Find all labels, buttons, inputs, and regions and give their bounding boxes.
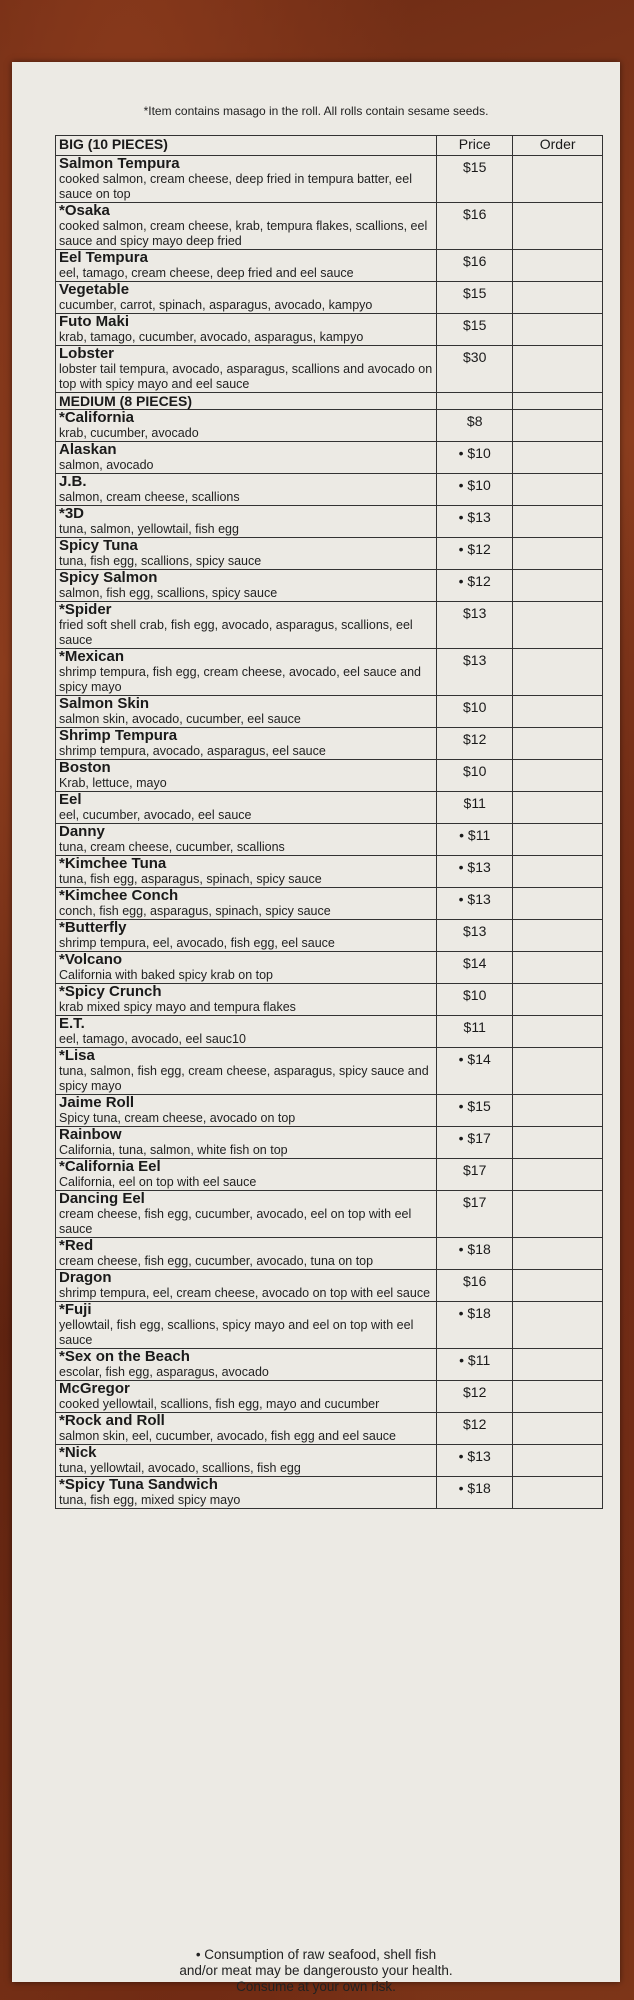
item-cell — [56, 442, 437, 474]
order-cell[interactable] — [513, 1016, 603, 1048]
item-name: E.T. — [59, 1015, 85, 1032]
item-price: • $10 — [437, 474, 513, 506]
item-cell — [56, 1381, 437, 1413]
menu-row — [56, 1381, 603, 1413]
item-name: Futo Maki — [59, 313, 129, 330]
item-description: Spicy tuna, cream cheese, avocado on top — [59, 1111, 296, 1125]
order-cell[interactable] — [513, 856, 603, 888]
item-price: • $18 — [437, 1238, 513, 1270]
menu-row — [56, 1016, 603, 1048]
item-name: J.B. — [59, 473, 87, 490]
menu-row — [56, 1159, 603, 1191]
item-description: salmon, fish egg, scallions, spicy sauce — [59, 586, 278, 600]
item-cell — [56, 1048, 437, 1095]
item-cell — [56, 570, 437, 602]
item-description: California, eel on top with eel sauce — [59, 1175, 257, 1189]
item-name: *Volcano — [59, 951, 123, 968]
menu-row — [56, 203, 603, 250]
section-title-big: BIG (10 PIECES) — [56, 136, 437, 156]
item-cell — [56, 314, 437, 346]
menu-row — [56, 984, 603, 1016]
item-price: • $12 — [437, 538, 513, 570]
menu-table — [55, 135, 603, 1509]
order-cell[interactable] — [513, 649, 603, 696]
item-price: • $15 — [437, 1095, 513, 1127]
item-name: *3D — [59, 505, 85, 522]
item-description: tuna, fish egg, asparagus, spinach, spicy sauce — [59, 872, 322, 886]
item-cell — [56, 602, 437, 649]
item-description: shrimp tempura, avocado, asparagus, eel sauce — [59, 744, 326, 758]
item-cell — [56, 1477, 437, 1509]
item-price: $17 — [437, 1159, 513, 1191]
order-cell[interactable] — [513, 1095, 603, 1127]
order-cell[interactable] — [513, 570, 603, 602]
menu-row — [56, 888, 603, 920]
section-title-medium: MEDIUM (8 PIECES) — [56, 393, 437, 410]
menu-row — [56, 920, 603, 952]
order-cell[interactable] — [513, 250, 603, 282]
item-cell — [56, 1445, 437, 1477]
item-cell — [56, 474, 437, 506]
item-name: *Red — [59, 1237, 94, 1254]
item-cell — [56, 282, 437, 314]
menu-row — [56, 570, 603, 602]
item-cell — [56, 1095, 437, 1127]
item-description: eel, cucumber, avocado, eel sauce — [59, 808, 252, 822]
menu-row — [56, 250, 603, 282]
order-cell[interactable] — [513, 1238, 603, 1270]
item-price: • $12 — [437, 570, 513, 602]
item-cell — [56, 696, 437, 728]
warning-line: and/or meat may be dangerousto your health. — [179, 1963, 453, 1978]
item-description: cream cheese, fish egg, cucumber, avocado, tuna on top — [59, 1254, 374, 1268]
price-header: Price — [437, 136, 513, 156]
menu-row — [56, 1238, 603, 1270]
item-description: tuna, fish egg, scallions, spicy sauce — [59, 554, 262, 568]
item-cell — [56, 346, 437, 393]
menu-row — [56, 314, 603, 346]
item-cell — [56, 1302, 437, 1349]
order-cell[interactable] — [513, 1302, 603, 1349]
item-price: $10 — [437, 760, 513, 792]
item-price: • $11 — [437, 824, 513, 856]
item-description: krab mixed spicy mayo and tempura flakes — [59, 1000, 296, 1014]
item-name: Danny — [59, 823, 105, 840]
warning-line: Consume at your own risk. — [236, 1979, 396, 1994]
item-price: • $18 — [437, 1302, 513, 1349]
item-description: conch, fish egg, asparagus, spinach, spicy sauce — [59, 904, 331, 918]
item-name: *Kimchee Conch — [59, 887, 179, 904]
order-cell[interactable] — [513, 1270, 603, 1302]
menu-row — [56, 1413, 603, 1445]
item-description: cream cheese, fish egg, cucumber, avocado, eel on top with eel sauce — [59, 1207, 412, 1236]
item-description: cooked yellowtail, scallions, fish egg, mayo and cucumber — [59, 1397, 380, 1411]
item-price: • $13 — [437, 1445, 513, 1477]
item-cell — [56, 250, 437, 282]
item-description: California with baked spicy krab on top — [59, 968, 274, 982]
big-section — [56, 156, 603, 393]
item-name: Eel — [59, 791, 82, 808]
item-price: • $18 — [437, 1477, 513, 1509]
item-name: Salmon Skin — [59, 695, 150, 712]
item-cell — [56, 920, 437, 952]
menu-row — [56, 410, 603, 442]
menu-row — [56, 1095, 603, 1127]
menu-row — [56, 649, 603, 696]
item-name: *Fuji — [59, 1301, 92, 1318]
item-price: • $17 — [437, 1127, 513, 1159]
item-description: tuna, yellowtail, avocado, scallions, fish egg — [59, 1461, 301, 1475]
empty-cell — [437, 393, 513, 410]
item-price: $11 — [437, 792, 513, 824]
order-cell[interactable] — [513, 346, 603, 393]
item-price: $12 — [437, 728, 513, 760]
item-description: salmon skin, avocado, cucumber, eel sauce — [59, 712, 301, 726]
order-header: Order — [513, 136, 603, 156]
item-price: $15 — [437, 156, 513, 203]
order-cell[interactable] — [513, 282, 603, 314]
menu-row — [56, 824, 603, 856]
item-name: *California — [59, 409, 135, 426]
item-price: $15 — [437, 314, 513, 346]
menu-row — [56, 602, 603, 649]
item-name: *Mexican — [59, 648, 125, 665]
item-cell — [56, 1238, 437, 1270]
menu-row — [56, 728, 603, 760]
item-cell — [56, 156, 437, 203]
item-name: Dragon — [59, 1269, 112, 1286]
item-description: tuna, fish egg, mixed spicy mayo — [59, 1493, 241, 1507]
item-cell — [56, 1413, 437, 1445]
item-price: $16 — [437, 1270, 513, 1302]
order-cell[interactable] — [513, 1159, 603, 1191]
menu-row — [56, 1048, 603, 1095]
item-description: tuna, salmon, yellowtail, fish egg — [59, 522, 239, 536]
order-cell[interactable] — [513, 442, 603, 474]
item-name: Boston — [59, 759, 111, 776]
order-cell[interactable] — [513, 792, 603, 824]
item-description: fried soft shell crab, fish egg, avocado, asparagus, scallions, eel sauce — [59, 618, 413, 647]
item-price: $14 — [437, 952, 513, 984]
item-price: $8 — [437, 410, 513, 442]
item-name: Jaime Roll — [59, 1094, 135, 1111]
item-price: • $13 — [437, 888, 513, 920]
menu-row — [56, 156, 603, 203]
order-cell[interactable] — [513, 1191, 603, 1238]
item-price: $10 — [437, 984, 513, 1016]
menu-row — [56, 1191, 603, 1238]
item-name: McGregor — [59, 1380, 130, 1397]
item-price: $17 — [437, 1191, 513, 1238]
item-description: California, tuna, salmon, white fish on top — [59, 1143, 288, 1157]
item-price: $16 — [437, 250, 513, 282]
medium-section — [56, 393, 603, 1509]
item-name: *California Eel — [59, 1158, 161, 1175]
item-cell — [56, 952, 437, 984]
item-name: Salmon Tempura — [59, 155, 180, 172]
item-cell — [56, 760, 437, 792]
item-name: Eel Tempura — [59, 249, 148, 266]
menu-row — [56, 792, 603, 824]
order-cell[interactable] — [513, 538, 603, 570]
order-cell[interactable] — [513, 696, 603, 728]
order-cell[interactable] — [513, 1048, 603, 1095]
order-cell[interactable] — [513, 760, 603, 792]
item-price: • $13 — [437, 506, 513, 538]
item-description: krab, cucumber, avocado — [59, 426, 199, 440]
item-price: • $13 — [437, 856, 513, 888]
item-description: salmon, cream cheese, scallions — [59, 490, 240, 504]
menu-row — [56, 1445, 603, 1477]
item-description: salmon, avocado — [59, 458, 154, 472]
item-price: $13 — [437, 649, 513, 696]
item-description: eel, tamago, cream cheese, deep fried and eel sauce — [59, 266, 354, 280]
item-cell — [56, 410, 437, 442]
menu-row — [56, 760, 603, 792]
item-price: $12 — [437, 1413, 513, 1445]
item-name: *Rock and Roll — [59, 1412, 165, 1429]
item-name: Shrimp Tempura — [59, 727, 178, 744]
item-description: yellowtail, fish egg, scallions, spicy mayo and eel on top with eel sauce — [59, 1318, 414, 1347]
item-name: Dancing Eel — [59, 1190, 145, 1207]
item-price: $10 — [437, 696, 513, 728]
menu-row — [56, 538, 603, 570]
item-cell — [56, 1270, 437, 1302]
item-price: $12 — [437, 1381, 513, 1413]
menu-row — [56, 1270, 603, 1302]
item-description: Krab, lettuce, mayo — [59, 776, 167, 790]
item-name: *Butterfly — [59, 919, 127, 936]
order-cell[interactable] — [513, 952, 603, 984]
item-price: • $10 — [437, 442, 513, 474]
item-description: cooked salmon, cream cheese, deep fried in tempura batter, eel sauce on top — [59, 172, 412, 201]
order-cell[interactable] — [513, 1349, 603, 1381]
item-description: lobster tail tempura, avocado, asparagus, scallions and avocado on top with spicy mayo and eel sauce — [59, 362, 433, 391]
masago-note: *Item contains masago in the roll. All rolls contain sesame seeds. — [143, 104, 489, 118]
item-name: Rainbow — [59, 1126, 122, 1143]
order-cell[interactable] — [513, 203, 603, 250]
item-cell — [56, 538, 437, 570]
item-name: *Nick — [59, 1444, 97, 1461]
item-description: shrimp tempura, fish egg, cream cheese, avocado, eel sauce and spicy mayo — [59, 665, 422, 694]
menu-row — [56, 346, 603, 393]
item-name: *Spider — [59, 601, 112, 618]
menu-row — [56, 1349, 603, 1381]
empty-cell — [513, 393, 603, 410]
item-cell — [56, 984, 437, 1016]
item-price: $13 — [437, 920, 513, 952]
menu-row — [56, 282, 603, 314]
order-cell[interactable] — [513, 506, 603, 538]
order-cell[interactable] — [513, 824, 603, 856]
item-name: *Sex on the Beach — [59, 1348, 190, 1365]
item-price: • $11 — [437, 1349, 513, 1381]
item-name: Spicy Tuna — [59, 537, 138, 554]
order-cell[interactable] — [513, 1127, 603, 1159]
item-name: *Kimchee Tuna — [59, 855, 167, 872]
item-name: Lobster — [59, 345, 115, 362]
order-cell[interactable] — [513, 314, 603, 346]
item-cell — [56, 888, 437, 920]
item-description: krab, tamago, cucumber, avocado, asparagus, kampyo — [59, 330, 364, 344]
menu-row — [56, 1302, 603, 1349]
item-name: *Spicy Crunch — [59, 983, 162, 1000]
item-name: *Lisa — [59, 1047, 95, 1064]
warning-line: • Consumption of raw seafood, shell fish — [195, 1947, 437, 1962]
order-cell[interactable] — [513, 602, 603, 649]
item-cell — [56, 728, 437, 760]
item-name: Vegetable — [59, 281, 130, 298]
order-cell[interactable] — [513, 156, 603, 203]
order-cell[interactable] — [513, 888, 603, 920]
order-cell[interactable] — [513, 1445, 603, 1477]
menu-row — [56, 856, 603, 888]
item-name: Alaskan — [59, 441, 117, 458]
item-cell — [56, 506, 437, 538]
item-cell — [56, 649, 437, 696]
item-cell — [56, 856, 437, 888]
menu-row — [56, 952, 603, 984]
item-cell — [56, 792, 437, 824]
order-cell[interactable] — [513, 920, 603, 952]
item-cell — [56, 203, 437, 250]
health-warning — [12, 1947, 620, 1995]
item-cell — [56, 1191, 437, 1238]
item-name: *Spicy Tuna Sandwich — [59, 1476, 218, 1493]
order-cell[interactable] — [513, 1381, 603, 1413]
menu-row — [56, 1477, 603, 1509]
item-name: *Osaka — [59, 202, 110, 219]
item-cell — [56, 1159, 437, 1191]
item-price: $15 — [437, 282, 513, 314]
item-price: $11 — [437, 1016, 513, 1048]
menu-row — [56, 696, 603, 728]
order-cell[interactable] — [513, 1477, 603, 1509]
item-description: cucumber, carrot, spinach, asparagus, avocado, kampyo — [59, 298, 373, 312]
item-description: salmon skin, eel, cucumber, avocado, fish egg and eel sauce — [59, 1429, 397, 1443]
order-cell[interactable] — [513, 410, 603, 442]
item-description: tuna, salmon, fish egg, cream cheese, asparagus, spicy sauce and spicy mayo — [59, 1064, 429, 1093]
menu-row — [56, 442, 603, 474]
item-description: escolar, fish egg, asparagus, avocado — [59, 1365, 269, 1379]
order-cell[interactable] — [513, 1413, 603, 1445]
item-price: $30 — [437, 346, 513, 393]
item-cell — [56, 1016, 437, 1048]
item-description: eel, tamago, avocado, eel sauc10 — [59, 1032, 246, 1046]
section-header-row — [56, 393, 603, 410]
item-description: cooked salmon, cream cheese, krab, tempura flakes, scallions, eel sauce and spicy mayo deep fried — [59, 219, 428, 248]
item-cell — [56, 1349, 437, 1381]
item-description: tuna, cream cheese, cucumber, scallions — [59, 840, 285, 854]
item-description: shrimp tempura, eel, avocado, fish egg, eel sauce — [59, 936, 335, 950]
item-name: Spicy Salmon — [59, 569, 158, 586]
order-cell[interactable] — [513, 728, 603, 760]
item-cell — [56, 1127, 437, 1159]
item-price: $13 — [437, 602, 513, 649]
item-cell — [56, 824, 437, 856]
item-price: $16 — [437, 203, 513, 250]
order-cell[interactable] — [513, 984, 603, 1016]
menu-row — [56, 506, 603, 538]
order-cell[interactable] — [513, 474, 603, 506]
item-description: shrimp tempura, eel, cream cheese, avocado on top with eel sauce — [59, 1286, 431, 1300]
item-price: • $14 — [437, 1048, 513, 1095]
menu-row — [56, 1127, 603, 1159]
menu-row — [56, 474, 603, 506]
